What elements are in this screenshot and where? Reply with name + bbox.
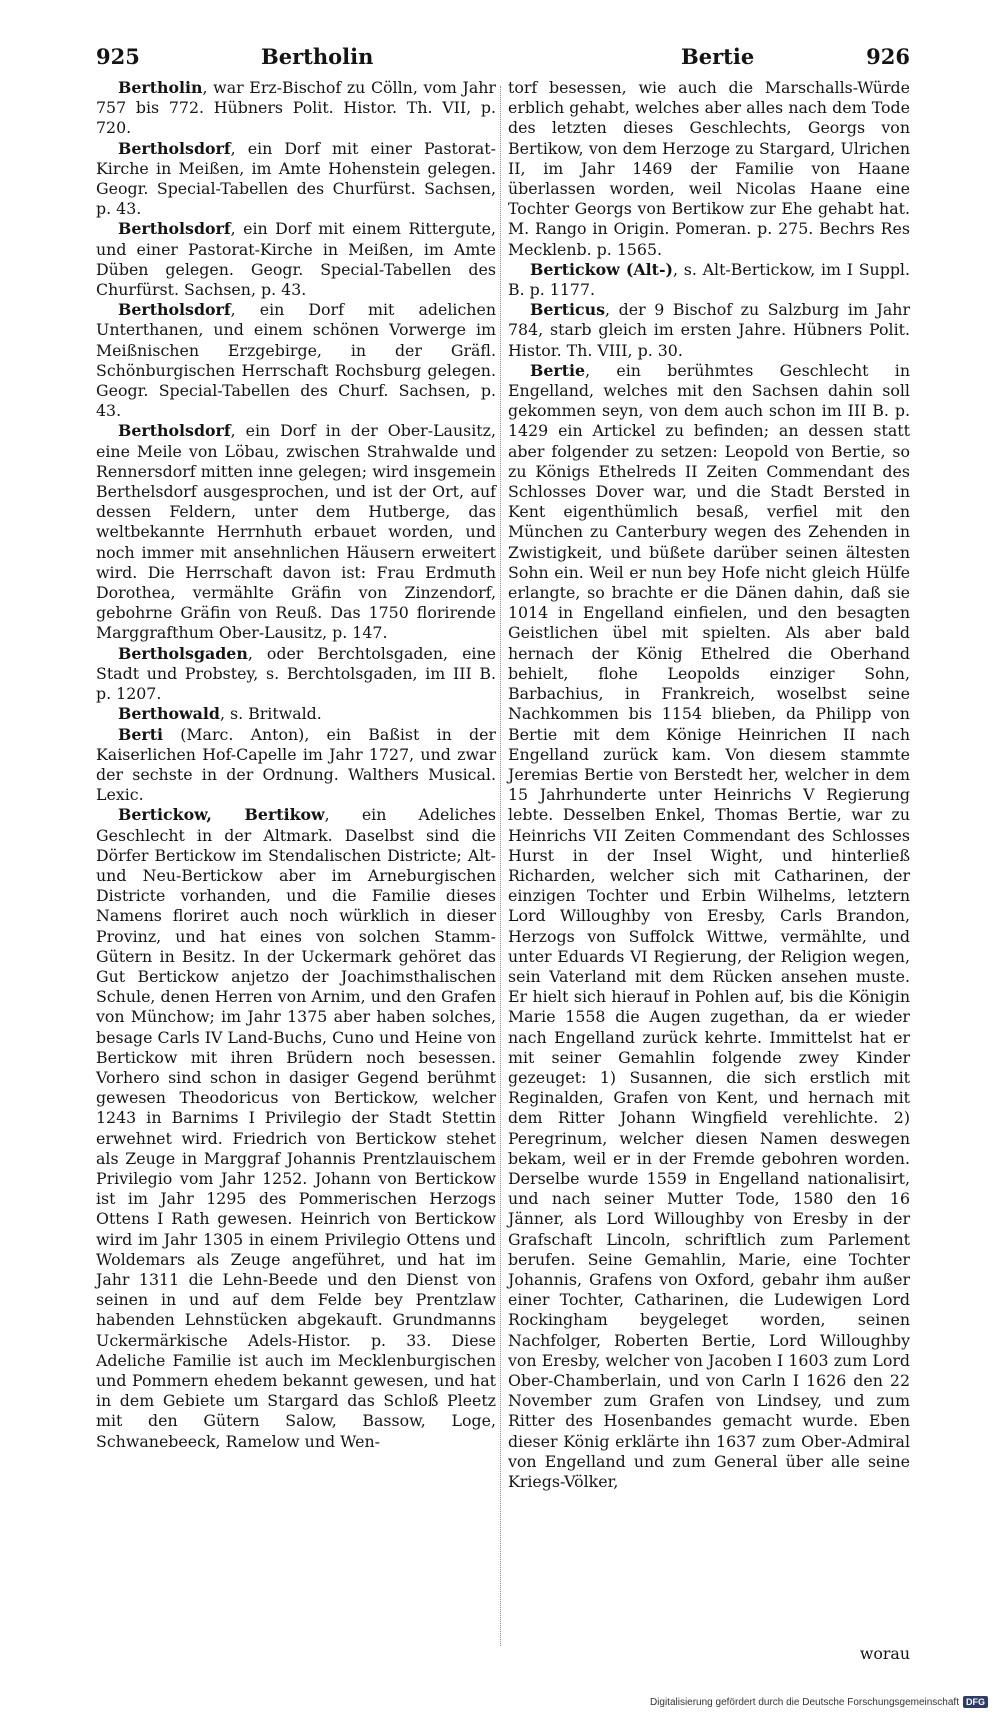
entry-headword: Bertickow, Bertikow [118, 805, 325, 825]
running-header [96, 40, 910, 74]
entry-text: torf besessen, wie auch die Marschalls-Würde erblich gehabt, welches aber alles nach dem Tode des letzten dieses Geschlechts, Georgs von Bertikow, von dem Herzoge zu Stargard, Ulrichen II, im Jahr 1469 der Familie von Haane überlassen worden, weil Nicolas Haane eine Tochter Georgs von Bertikow zur Ehe gehabt hat. M. Rango in Origin. Pomeran. p. 275. Bechrs Res Mecklenb. p. 1565. [508, 78, 910, 259]
page-number-right: 926 [866, 44, 910, 69]
page-number-left: 925 [96, 44, 140, 69]
running-head-left: Bertholin [261, 44, 374, 69]
catchword: worau [859, 1644, 910, 1663]
entry-text: (Marc. Anton), ein Baßist in der Kaiserlichen Hof-Capelle im Jahr 1727, und zwar der sechste in der Ordnung. Walthers Musical. Lexic. [96, 724, 496, 805]
entry-headword: Berthowald [118, 704, 220, 724]
entry-text: , ein Dorf mit adelichen Unterthanen, und einem schönen Vorwerge im Meißnischen Erzgebirge, in der Gräfl. Schönburgischen Herrschaft Rochsburg gelegen. Geogr. Special-Tabellen des Churf. Sachsen, p. 43. [96, 300, 496, 421]
entry-headword: Berticus [530, 300, 606, 320]
entry-text: , s. Britwald. [219, 704, 322, 724]
entry-headword: Bertickow (Alt-) [530, 259, 673, 279]
dictionary-entry [96, 805, 496, 1452]
entry-text: , der 9 Bischof zu Salzburg im Jahr 784, starb gleich im ersten Jahre. Hübners Polit. Histor. Th. VIII, p. 30. [508, 300, 910, 360]
dictionary-entry [96, 219, 496, 300]
entry-headword: Bertholsdorf [118, 138, 231, 158]
dictionary-entry [508, 300, 910, 361]
entry-headword: Bertholsdorf [118, 421, 231, 441]
dictionary-entry [96, 704, 496, 724]
entry-text: , ein berühmtes Geschlecht in Engelland, welches mit den Sachsen dahin soll gekommen seyn, von dem auch schon im III B. p. 1429 ein Artickel zu befinden; an dessen statt aber folgender zu setzen: Leopold von Bertie, so zu Königs Ethelreds II Zeiten Commendant des Schlosses Dover war, und die Stadt Bersted in Kent eigenthümlich besaß, verfiel mit den München zu Canterbury wegen des Zehenden in Zwistigkeit, und büßete darüber seinen ältesten Sohn ein. Weil er nun bey Hofe nicht gleich Hülfe erlangte, so brachte er die Dänen dahin, daß sie 1014 in Engelland einfielen, und den besagten Geistlichen übel mit spielten. Als aber bald hernach der König Ethelred die Oberhand behielt, flohe Leopolds einziger Sohn, Barbachius, in Frankreich, woselbst seine Nachkommen bis 1154 blieben, da Philipp von Bertie mit dem Könige Heinrichen II nach Engelland zurück kam. Von diesem stammte Jeremias Bertie von Berstedt her, welcher in dem 15 Jahrhunderte unter Heinrichs V Regierung lebte. Desselben Enkel, Thomas Bertie, war zu Heinrichs VII Zeiten Commendant des Schlosses Hurst in der Insel Wight, und hinterließ Richarden, welcher sich mit Catharinen, der einzigen Tochter und Erbin Wilhelms, letztern Lord Willoughby von Eresby, Carls Brandon, Herzogs von Suffolck Wittwe, vermählte, und unter Eduards VI Regierung, der Religion wegen, sein Vaterland mit dem Rücken ansehen muste. Er hielt sich hierauf in Pohlen auf, bis die Königin Marie 1558 die Augen zugethan, da er wieder nach Engelland zurück kehrte. Immittelst hat er mit seiner Gemahlin folgende zwey Kinder gezeuget: 1) Susannen, die sich erstlich mit Reginalden, Grafen von Kent, und hernach mit dem Ritter Johann Wingfield verehlichte. 2) Peregrinum, welcher diesen Namen deswegen bekam, weil er in der Fremde gebohren worden. Derselbe wurde 1559 in Engelland nationalisirt, und nach seiner Mutter Tode, 1580 den 16 Jänner, als Lord Willoughby von Eresby in der Grafschaft Lincoln, schriftlich zum Parlement berufen. Seine Gemahlin, Marie, eine Tochter Johannis, Grafens von Oxford, gebahr ihm außer einer Tochter, Catharinen, die Ludewigen Lord Rockingham beygeleget worden, seinen Nachfolger, Roberten Bertie, Lord Willoughby von Eresby, welcher von Jacoben I 1603 zum Lord Ober-Chamberlain, und von Carln I 1626 den 22 November zum Grafen von Lindsey, und zum Ritter des Hosenbandes gemacht wurde. Eben dieser König erklärte ihn 1637 zum Ober-Admiral von Engelland und zum General über alle seine Kriegs-Völker, [508, 360, 910, 1492]
entry-headword: Bertholin [118, 78, 203, 97]
digitization-footer [650, 1694, 988, 1710]
dictionary-entry [508, 361, 910, 1492]
entry-headword: Bertholsgaden [118, 643, 248, 663]
dictionary-entry [96, 725, 496, 806]
dictionary-entry [96, 139, 496, 220]
column-divider [500, 86, 501, 1646]
entry-text: , ein Adeliches Geschlecht in der Altmark. Daselbst sind die Dörfer Bertickow im Stendalischen Districte; Alt- und Neu-Bertickow aber im Arneburgischen Districte vorhanden, und die Familie dieses Namens floriret auch noch würklich in dieser Provinz, und hat eines von solchen Stamm-Gütern in Besitz. In der Uckermark gehöret das Gut Bertickow anjetzo der Joachimsthalischen Schule, denen Herren von Arnim, und den Grafen von Münchow; im Jahr 1375 aber haben solches, besage Carls IV Land-Buchs, Cuno und Heine von Bertickow mit ihren Brüdern noch besessen. Vorhero sind schon in dasiger Gegend berühmt gewesen Theodoricus von Bertickow, welcher 1243 in Barnims I Privilegio der Stadt Stettin erwehnet wird. Friedrich von Bertickow stehet als Zeuge in Marggraf Johannis Prentzlauischem Privilegio vom Jahr 1252. Johann von Bertickow ist im Jahr 1295 des Pommerischen Herzogs Ottens I Rath gewesen. Heinrich von Bertickow wird im Jahr 1305 in einem Privilegio Ottens und Woldemars als Zeuge angeführet, und hat im Jahr 1311 die Lehn-Beede und den Dienst von seinen in und auf dem Felde bey Prentzlaw habenden Lehnstücken abgekauft. Grundmanns Uckermärkische Adels-Histor. p. 33. Diese Adeliche Familie ist auch im Mecklenburgischen und Pommern ehedem bekannt gewesen, und hat in dem Gebiete um Stargard das Schloß Pleetz mit den Gütern Salow, Bassow, Loge, Schwanebeeck, Ramelow und Wen- [96, 805, 496, 1451]
left-column [96, 78, 496, 1452]
footer-text: Digitalisierung gefördert durch die Deutsche Forschungsgemeinschaft [649, 1696, 959, 1708]
entry-headword: Bertholsdorf [118, 300, 231, 320]
entry-text: , ein Dorf mit einer Pastorat-Kirche in Meißen, im Amte Hohenstein gelegen. Geogr. Special-Tabellen des Churfürst. Sachsen, p. 43. [96, 138, 496, 219]
entry-text: , oder Berchtolsgaden, eine Stadt und Probstey, s. Berchtolsgaden, im III B. p. 1207. [96, 643, 496, 704]
entry-headword: Bertholsdorf [118, 219, 231, 239]
entry-text: , war Erz-Bischof zu Cölln, vom Jahr 757 bis 772. Hübners Polit. Histor. Th. VII, p. 720. [96, 78, 496, 138]
entry-text: , ein Dorf in der Ober-Lausitz, eine Meile von Löbau, zwischen Strahwalde und Rennersdorf mitten inne gelegen; wird insgemein Berthelsdorf ausgesprochen, und ist der Ort, auf dessen Feldern, unter dem Hutberge, das weltbekannte Herrnhuth erbauet worden, und noch immer mit ansehnlichen Häusern erweitert wird. Die Herrschaft davon ist: Frau Erdmuth Dorothea, vermählte Gräfin von Zinzendorf, gebohrne Gräfin von Reuß. Das 1750 florirende Marggrafthum Ober-Lausitz, p. 147. [96, 421, 496, 643]
dictionary-entry [508, 260, 910, 300]
dictionary-entry [508, 78, 910, 260]
entry-text: , s. Alt-Bertickow, im I Suppl. B. p. 1177. [508, 259, 911, 300]
entry-text: , ein Dorf mit einem Rittergute, und einer Pastorat-Kirche in Meißen, im Amte Düben gelegen. Geogr. Special-Tabellen des Churfürst. Sachsen, p. 43. [96, 219, 496, 300]
dfg-logo: DFG [963, 1696, 988, 1708]
dictionary-entry [96, 644, 496, 705]
dictionary-entry [96, 421, 496, 643]
entry-headword: Berti [118, 724, 164, 744]
running-head-right: Bertie [681, 44, 755, 69]
entry-headword: Bertie [530, 360, 586, 380]
dictionary-entry [96, 300, 496, 421]
dictionary-entry [96, 78, 496, 139]
right-column [508, 78, 910, 1492]
